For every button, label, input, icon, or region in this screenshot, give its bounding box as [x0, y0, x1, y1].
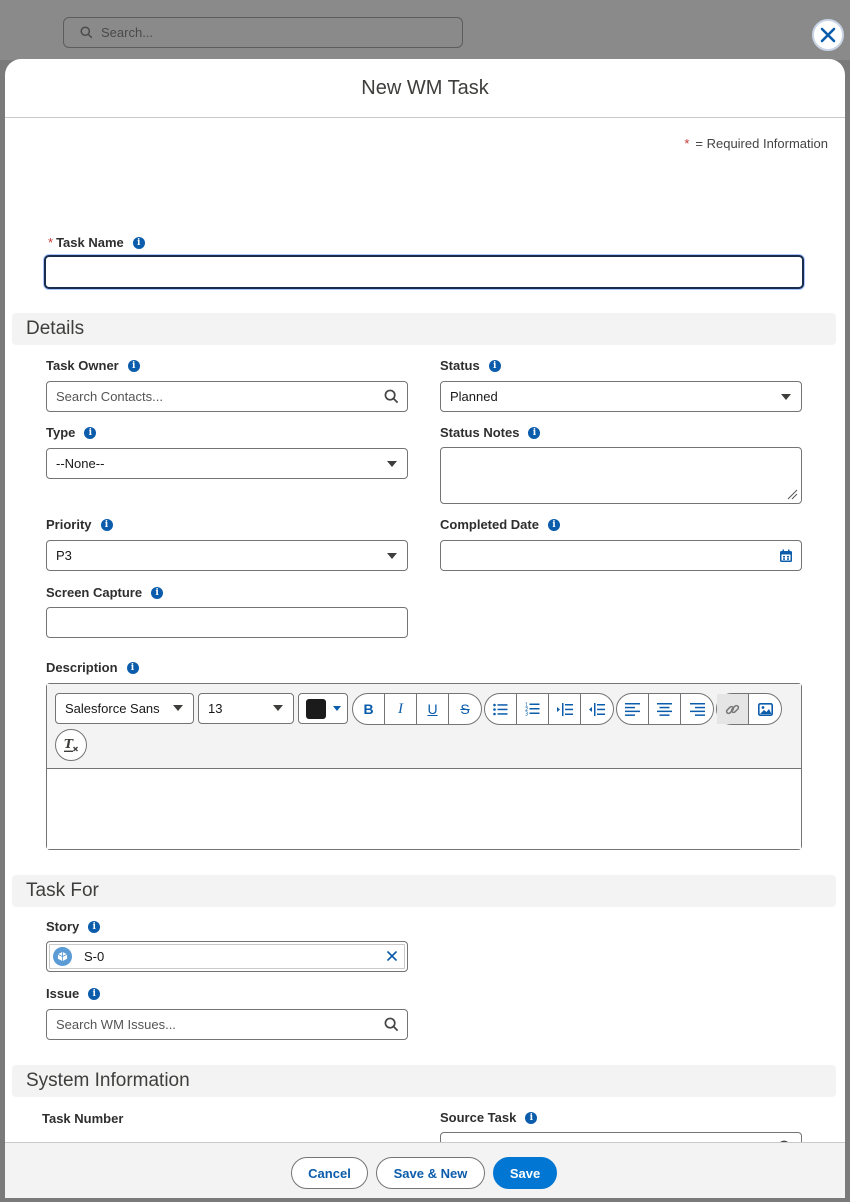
- numbered-list-button[interactable]: [517, 694, 549, 724]
- status-value: Planned: [450, 389, 498, 404]
- align-center-button[interactable]: [649, 694, 681, 724]
- font-family-select[interactable]: [55, 693, 194, 724]
- required-star: *: [48, 235, 54, 250]
- font-size-select[interactable]: [198, 693, 294, 724]
- align-right-icon: [690, 703, 705, 716]
- description-rich-text-editor: [46, 683, 802, 850]
- resize-handle-icon[interactable]: [786, 488, 798, 500]
- chevron-down-icon: [781, 394, 791, 400]
- priority-select[interactable]: [46, 540, 408, 571]
- close-modal-button[interactable]: [812, 19, 844, 51]
- type-value: --None--: [56, 456, 105, 471]
- image-icon: [758, 703, 773, 716]
- info-icon[interactable]: i: [84, 427, 96, 439]
- info-icon[interactable]: i: [489, 360, 501, 372]
- description-label-text: Description: [46, 660, 118, 675]
- insert-group: [716, 693, 782, 725]
- story-value: S-0: [84, 949, 105, 964]
- story-lookup[interactable]: [46, 941, 408, 972]
- outdent-icon: [589, 703, 605, 716]
- info-icon[interactable]: i: [528, 427, 540, 439]
- chevron-down-icon: [333, 706, 341, 711]
- info-icon[interactable]: i: [548, 519, 560, 531]
- section-task-for-title: Task For: [26, 880, 99, 901]
- info-icon[interactable]: i: [88, 988, 100, 1000]
- clear-formatting-icon: [63, 738, 79, 753]
- status-select[interactable]: [440, 381, 802, 412]
- insert-link-button[interactable]: [717, 694, 749, 724]
- task-name-input[interactable]: [44, 255, 804, 289]
- svg-text:2: 2: [525, 707, 529, 713]
- task-owner-input[interactable]: [46, 381, 408, 412]
- type-label-text: Type: [46, 425, 76, 440]
- cancel-button[interactable]: Cancel: [291, 1157, 368, 1189]
- status-label: [440, 358, 501, 373]
- align-center-icon: [657, 703, 672, 716]
- indent-icon: [557, 703, 573, 716]
- chevron-down-icon: [387, 461, 397, 467]
- align-left-icon: [625, 703, 640, 716]
- chevron-down-icon: [173, 705, 183, 711]
- section-system-information[interactable]: [12, 1065, 836, 1097]
- alignment-group: [616, 693, 714, 725]
- priority-label: [46, 517, 113, 532]
- background-search-input: [63, 17, 463, 48]
- completed-date-input[interactable]: [440, 540, 802, 571]
- save-and-new-button[interactable]: Save & New: [376, 1157, 485, 1189]
- bulleted-list-icon: [493, 703, 508, 716]
- text-color-picker[interactable]: [298, 693, 348, 724]
- completed-date-label-text: Completed Date: [440, 517, 539, 532]
- screen-capture-label: [46, 585, 163, 600]
- story-object-icon: [53, 947, 72, 966]
- svg-text:1: 1: [525, 702, 529, 709]
- priority-label-text: Priority: [46, 517, 92, 532]
- required-legend-star: *: [684, 136, 690, 151]
- svg-text:3: 3: [525, 711, 529, 718]
- text-color-swatch: [306, 699, 326, 719]
- screen-capture-label-text: Screen Capture: [46, 585, 143, 600]
- clear-formatting-button[interactable]: [56, 730, 86, 760]
- description-label: [46, 660, 139, 675]
- info-icon[interactable]: i: [101, 519, 113, 531]
- type-select[interactable]: [46, 448, 408, 479]
- italic-icon: I: [398, 700, 403, 717]
- section-details[interactable]: [12, 313, 836, 345]
- completed-date-label: [440, 517, 560, 532]
- modal-header: [5, 59, 845, 118]
- status-notes-label-text: Status Notes: [440, 425, 520, 440]
- priority-value: P3: [56, 548, 72, 563]
- outdent-button[interactable]: [581, 694, 613, 724]
- calendar-icon[interactable]: [779, 549, 793, 563]
- screen-capture-input[interactable]: [46, 607, 408, 638]
- strikethrough-button[interactable]: [449, 694, 481, 724]
- task-owner-label-text: Task Owner: [46, 358, 119, 373]
- bulleted-list-button[interactable]: [485, 694, 517, 724]
- search-icon: [80, 26, 93, 39]
- text-style-group: [352, 693, 482, 725]
- info-icon[interactable]: i: [151, 587, 163, 599]
- font-size-value: 13: [208, 701, 223, 716]
- list-indent-group: [484, 693, 614, 725]
- task-name-label-text: Task Name: [56, 235, 124, 250]
- underline-button[interactable]: [417, 694, 449, 724]
- type-label: [46, 425, 96, 440]
- issue-placeholder: Search WM Issues...: [56, 1017, 176, 1032]
- task-owner-label: [46, 358, 140, 373]
- section-details-title: Details: [26, 318, 85, 339]
- description-editor-area[interactable]: [47, 769, 801, 849]
- align-left-button[interactable]: [617, 694, 649, 724]
- task-name-label: [48, 235, 145, 250]
- section-system-information-title: System Information: [26, 1070, 190, 1091]
- issue-label-text: Issue: [46, 986, 80, 1001]
- strikethrough-icon: S: [460, 701, 470, 717]
- modal-footer: [5, 1142, 845, 1198]
- clear-selection-icon[interactable]: [386, 950, 398, 962]
- bold-icon: B: [363, 701, 374, 717]
- section-task-for[interactable]: [12, 875, 836, 907]
- search-icon: [384, 1017, 399, 1032]
- save-button[interactable]: Save: [493, 1157, 557, 1189]
- source-task-label-text: Source Task: [440, 1110, 517, 1125]
- status-notes-label: [440, 425, 540, 440]
- modal-body: [5, 119, 845, 1142]
- close-icon: [819, 26, 837, 44]
- italic-button[interactable]: [385, 694, 417, 724]
- new-task-modal: [5, 59, 845, 1198]
- issue-label: [46, 986, 100, 1001]
- issue-lookup-input[interactable]: [46, 1009, 408, 1040]
- status-label-text: Status: [440, 358, 480, 373]
- info-icon[interactable]: i: [88, 921, 100, 933]
- required-legend-text: = Required Information: [695, 136, 828, 151]
- insert-image-button[interactable]: [749, 694, 781, 724]
- numbered-list-icon: [525, 702, 540, 716]
- link-icon: [725, 702, 740, 717]
- clear-format-group: [55, 729, 87, 761]
- source-task-label: [440, 1110, 537, 1125]
- required-legend: [684, 136, 828, 151]
- status-notes-textarea[interactable]: [440, 447, 802, 504]
- chevron-down-icon: [273, 705, 283, 711]
- task-owner-placeholder: Search Contacts...: [56, 389, 163, 404]
- info-icon[interactable]: i: [525, 1112, 537, 1124]
- task-number-label: Task Number: [42, 1111, 124, 1126]
- bold-button[interactable]: [353, 694, 385, 724]
- chevron-down-icon: [387, 553, 397, 559]
- font-family-value: Salesforce Sans: [65, 701, 160, 716]
- svg-text:T: T: [64, 736, 73, 751]
- background-search-placeholder: Search...: [101, 25, 154, 40]
- search-icon: [384, 389, 399, 404]
- indent-button[interactable]: [549, 694, 581, 724]
- rte-toolbar: [47, 684, 801, 769]
- info-icon[interactable]: i: [133, 237, 145, 249]
- info-icon[interactable]: i: [128, 360, 140, 372]
- story-label: [46, 919, 100, 934]
- underline-icon: U: [427, 701, 438, 717]
- align-right-button[interactable]: [681, 694, 713, 724]
- story-label-text: Story: [46, 919, 80, 934]
- info-icon[interactable]: i: [127, 662, 139, 674]
- modal-title: New WM Task: [361, 76, 489, 99]
